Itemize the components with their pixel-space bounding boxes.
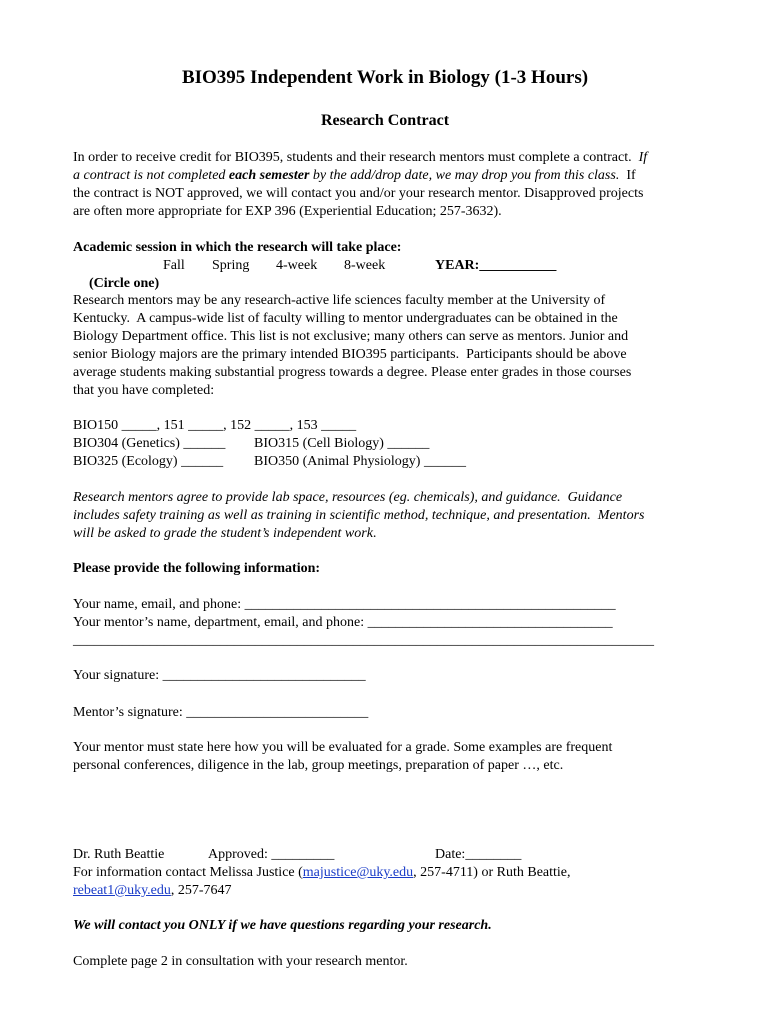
agreement-period: . (372, 526, 377, 541)
intro-text: In order to receive credit for BIO395, students and their research mentors must complete a contract. (73, 150, 639, 165)
contact-text: , 257-7647 (170, 883, 232, 898)
name-email-phone-field[interactable]: Your name, email, and phone: _____________________________________________________ (73, 597, 616, 612)
mentors-line-2: Kentucky. A campus-wide list of faculty willing to mentor undergraduates can be obtained in the (73, 311, 618, 326)
approver-name: Dr. Ruth Beattie (73, 847, 165, 862)
contact-text: For information contact Melissa Justice ( (73, 865, 303, 880)
session-option-4-week: 4-week (276, 258, 318, 273)
footer-instruction: Complete page 2 in consultation with your research mentor. (73, 954, 408, 969)
grades-row-2-right: BIO315 (Cell Biology) ______ (254, 436, 430, 451)
document-title: BIO395 Independent Work in Biology (1-3 Hours) (181, 67, 589, 88)
mentors-line-1: Research mentors may be any research-active life sciences faculty member at the University of (73, 293, 606, 308)
mentors-line-3: Biology Department office. This list is not exclusive; many others can serve as mentors. Junior and (73, 329, 629, 344)
grades-row-1: BIO150 _____, 151 _____, 152 _____, 153 _____ (73, 418, 357, 433)
intro-line-2 (73, 167, 636, 185)
intro-emphasis: each semester (228, 168, 310, 183)
intro-italic: If (638, 150, 648, 165)
agreement-italic-text: will be asked to grade the student’s independent work (73, 526, 373, 541)
mentors-line-5: average students making substantial progress towards a degree. Please enter grades in those courses (73, 365, 632, 380)
grades-row-3-right: BIO350 (Animal Physiology) ______ (254, 454, 466, 469)
intro-line-3: the contract is NOT approved, we will contact you and/or your research mentor. Disapproved projects (73, 186, 644, 201)
intro-text: If (619, 168, 636, 183)
intro-italic-text: by the add/drop date, we may drop you from this class. (309, 168, 620, 183)
contact-notice: We will contact you ONLY if we have questions regarding your research. (73, 918, 492, 933)
intro-line-4: are often more appropriate for EXP 396 (Experiential Education; 257-3632). (73, 204, 502, 219)
mentor-signature-field[interactable]: Mentor’s signature: __________________________ (73, 705, 369, 720)
contact-line-1 (73, 864, 571, 882)
session-option-spring: Spring (212, 258, 250, 273)
contact-text: , 257-4711) or Ruth Beattie, (413, 865, 571, 880)
intro-italic-text: a contract is not completed (73, 168, 229, 183)
email-link-majustice[interactable]: majustice@uky.edu (302, 865, 414, 880)
email-link-rebeat1[interactable]: rebeat1@uky.edu (73, 883, 171, 898)
evaluation-line-1: Your mentor must state here how you will be evaluated for a grade. Some examples are frequent (73, 740, 613, 755)
info-heading: Please provide the following information: (73, 561, 321, 576)
approved-field[interactable]: Approved: _________ (208, 847, 335, 862)
date-field[interactable]: Date:________ (435, 847, 522, 862)
evaluation-line-2: personal conferences, diligence in the lab, group meetings, preparation of paper …, etc. (73, 758, 564, 773)
mentors-line-4: senior Biology majors are the primary intended BIO395 participants. Participants should be above (73, 347, 627, 362)
contact-line-2 (73, 882, 232, 900)
intro-line-1 (73, 149, 647, 167)
grades-row-3-left: BIO325 (Ecology) ______ (73, 454, 224, 469)
circle-one-label: (Circle one) (89, 276, 160, 291)
mentor-info-field[interactable]: Your mentor’s name, department, email, and phone: ___________________________________ (73, 615, 613, 630)
session-option-8-week: 8-week (344, 258, 386, 273)
agreement-line-3 (73, 525, 376, 543)
mentor-info-continuation-field[interactable]: ___________________________________________________________________________________ (73, 633, 654, 648)
year-field: YEAR:___________ (435, 258, 557, 273)
agreement-line-1: Research mentors agree to provide lab space, resources (eg. chemicals), and guidance. Guidance (73, 490, 623, 505)
mentors-line-6: that you have completed: (73, 383, 215, 398)
grades-row-2-left: BIO304 (Genetics) ______ (73, 436, 226, 451)
student-signature-field[interactable]: Your signature: _____________________________ (73, 668, 366, 683)
session-option-fall: Fall (163, 258, 185, 273)
document-subtitle: Research Contract (320, 112, 450, 129)
session-heading: Academic session in which the research will take place: (73, 240, 402, 255)
agreement-line-2: includes safety training as well as training in scientific method, technique, and presentation. Mentors (73, 508, 645, 523)
